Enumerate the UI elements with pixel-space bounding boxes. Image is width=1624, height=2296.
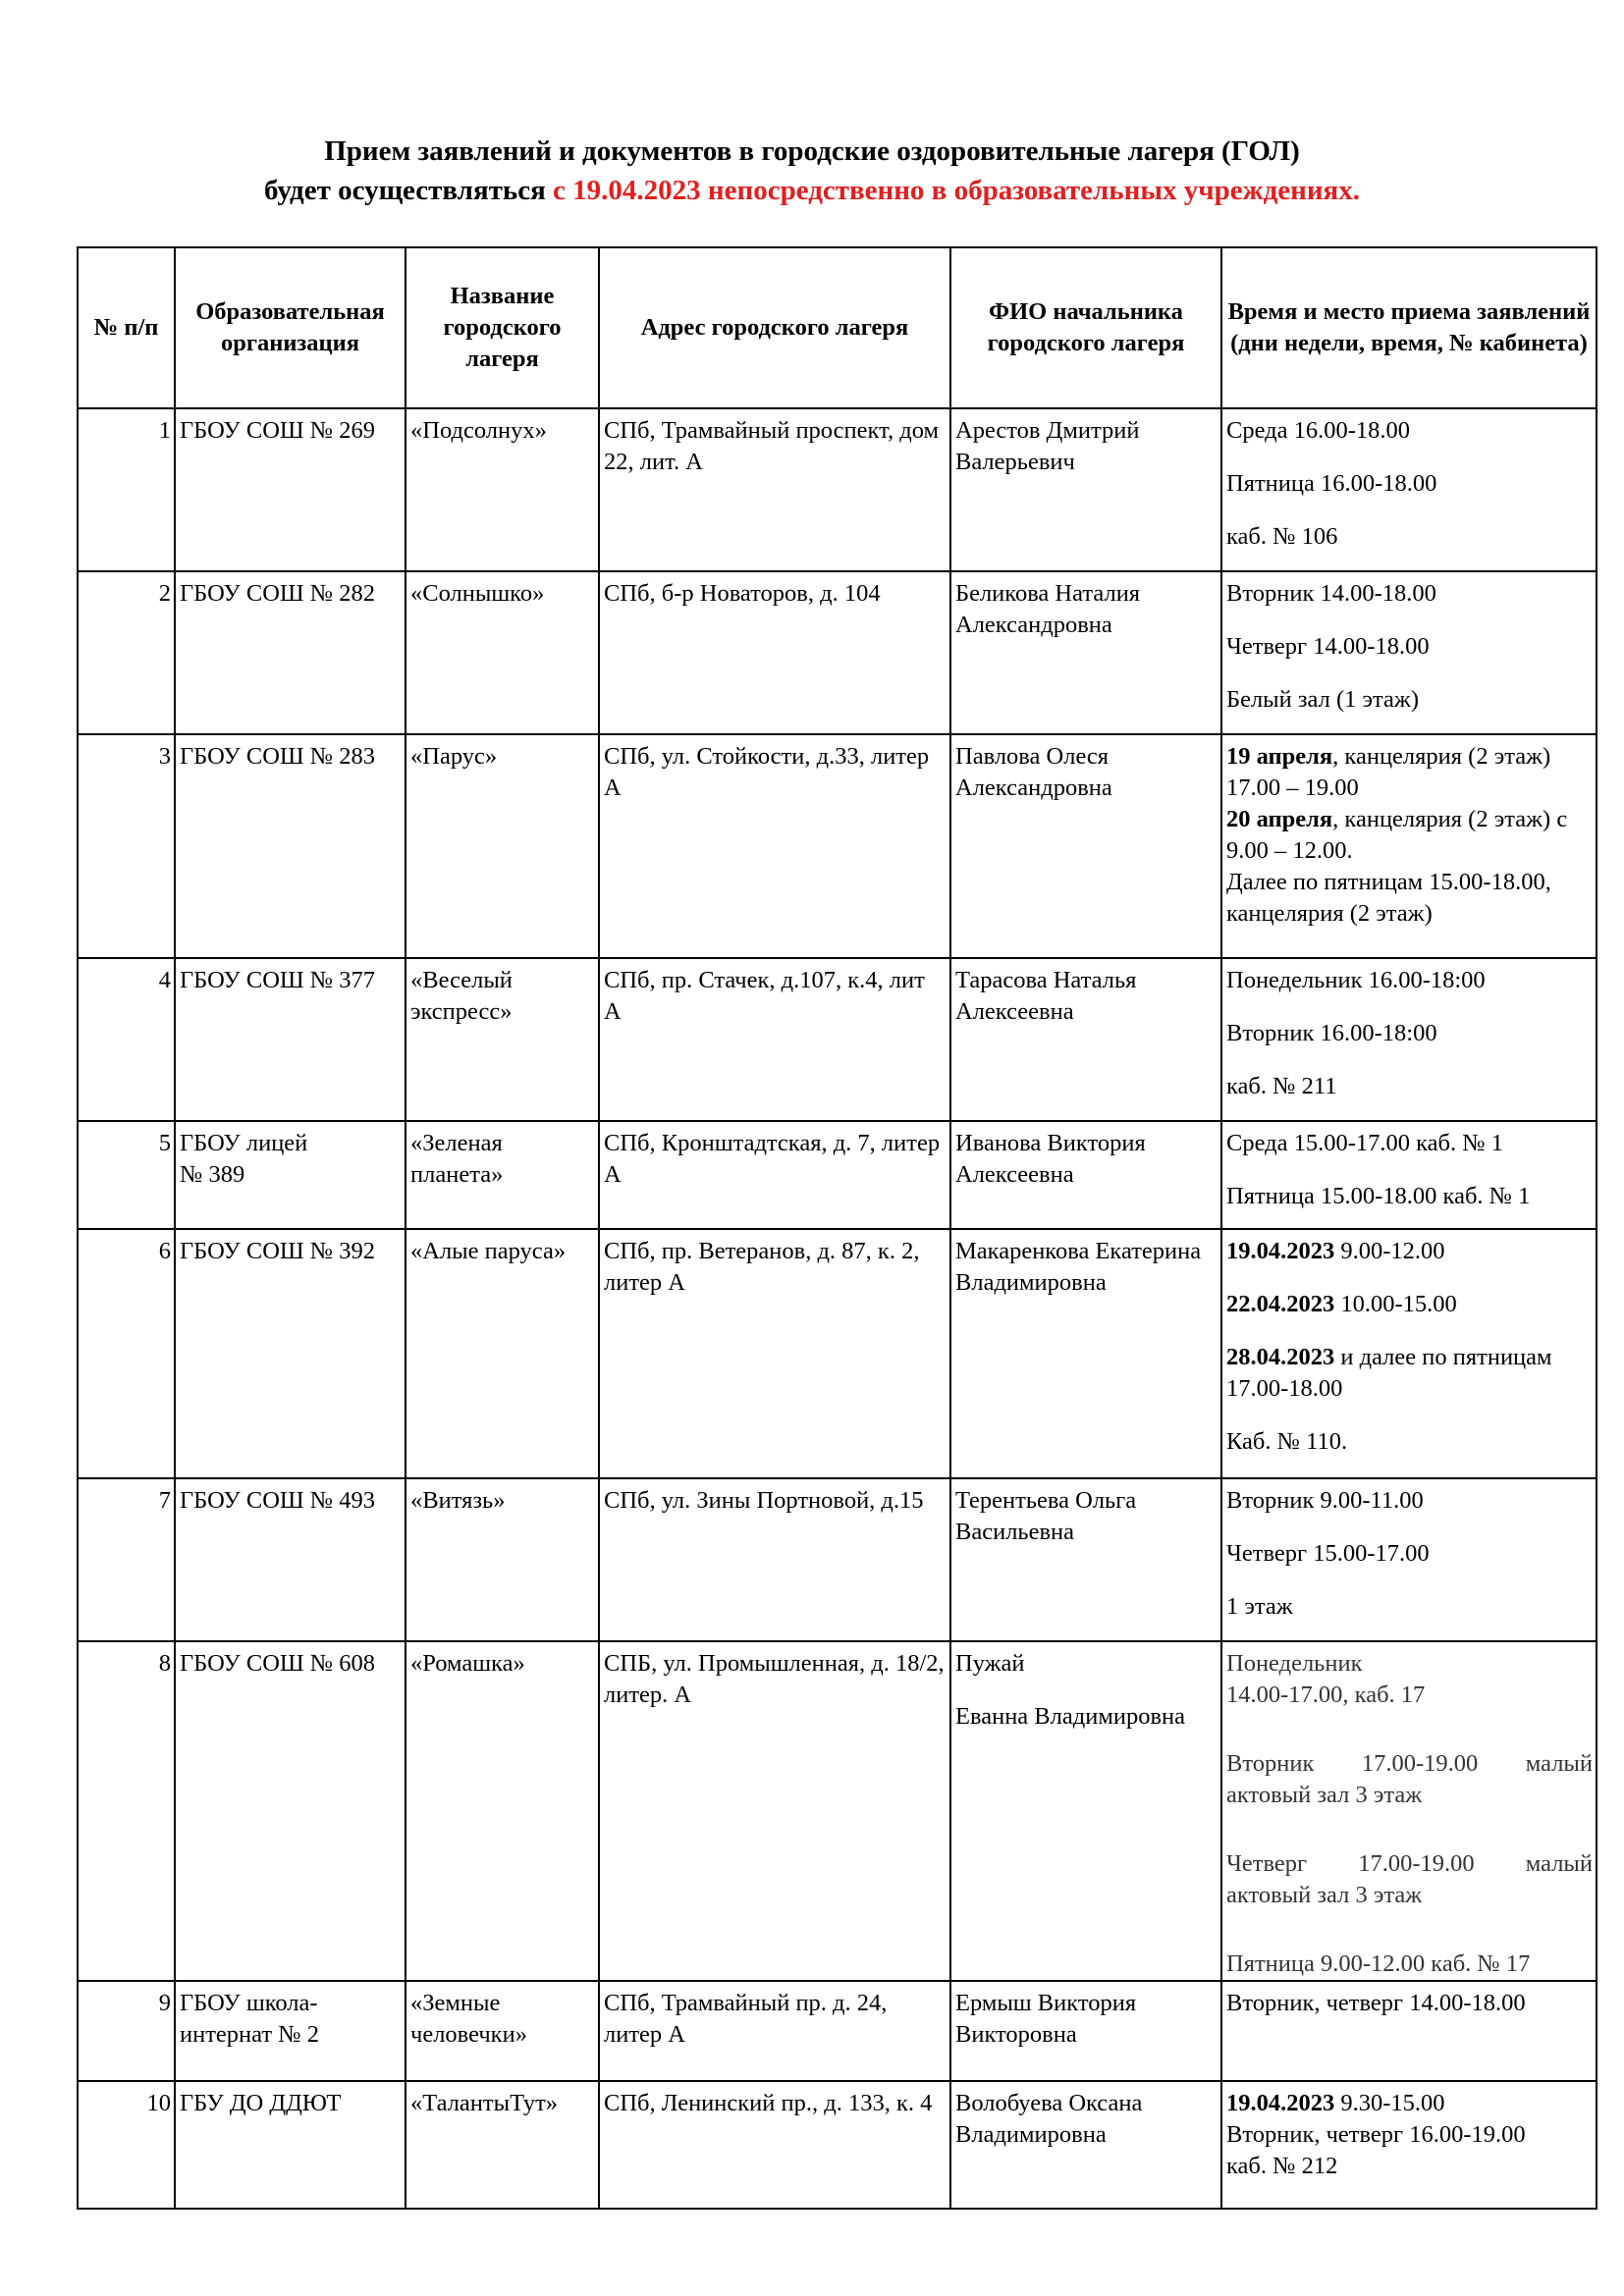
- row-head: Павлова Олеся Александровна: [950, 734, 1221, 958]
- schedule-date: 28.04.2023: [1226, 1344, 1335, 1370]
- heading-line-1: Прием заявлений и документов в городские оздоровительные лагеря (ГОЛ): [324, 135, 1300, 167]
- schedule-thursday: [1226, 1848, 1593, 1911]
- header-address: Адрес городского лагеря: [599, 247, 950, 408]
- header-org: Образовательная организация: [175, 247, 406, 408]
- schedule-entry: [1226, 804, 1593, 867]
- row-schedule: [1221, 1641, 1597, 1981]
- row-org: ГБУ ДО ДДЮТ: [175, 2081, 406, 2209]
- row-schedule: [1221, 2081, 1597, 2209]
- schedule-line: Понедельник 16.00-18:00: [1226, 967, 1486, 993]
- row-schedule: [1221, 1478, 1597, 1641]
- org-line: № 389: [180, 1161, 245, 1188]
- schedule-line: Пятница 9.00-12.00 каб. № 17: [1226, 1950, 1531, 1977]
- schedule-line: Вторник 16.00-18:00: [1226, 1020, 1437, 1046]
- row-camp: «Витязь»: [406, 1478, 599, 1641]
- row-org: ГБОУ СОШ № 377: [175, 958, 406, 1121]
- row-num: 2: [78, 571, 175, 734]
- page-heading: [0, 132, 1624, 210]
- row-num: 5: [78, 1121, 175, 1229]
- table-row: [78, 1121, 1597, 1229]
- row-camp: «ТалантыТут»: [406, 2081, 599, 2209]
- table-row: [78, 1478, 1597, 1641]
- row-camp: «Веселый экспресс»: [406, 958, 599, 1121]
- schedule-line: Каб. № 110.: [1226, 1428, 1348, 1455]
- schedule-line: Четверг 17.00-19.00 малый: [1226, 1850, 1593, 1877]
- schedule-line: каб. № 106: [1226, 523, 1338, 550]
- row-head: Иванова Виктория Алексеевна: [950, 1121, 1221, 1229]
- row-camp: «Подсолнух»: [406, 408, 599, 571]
- row-schedule: [1221, 1981, 1597, 2081]
- row-num: 3: [78, 734, 175, 958]
- schedule-line: Понедельник: [1226, 1650, 1363, 1677]
- schedule-text: 9.00-12.00: [1334, 1238, 1445, 1264]
- row-num: 1: [78, 408, 175, 571]
- row-head: [950, 1641, 1221, 1981]
- schedule-monday: [1226, 1648, 1593, 1711]
- row-address: СПб, пр. Стачек, д.107, к.4, лит А: [599, 958, 950, 1121]
- schedule-line: Вторник 9.00-11.00: [1226, 1487, 1424, 1514]
- schedule-line: Белый зал (1 этаж): [1226, 686, 1419, 713]
- schedule-line: Вторник, четверг 14.00-18.00: [1226, 1990, 1526, 2016]
- row-num: 7: [78, 1478, 175, 1641]
- header-num: № п/п: [78, 247, 175, 408]
- row-address: СПб, Трамвайный проспект, дом 22, лит. А: [599, 408, 950, 571]
- head-line: Пужай: [955, 1650, 1025, 1677]
- camps-table: [77, 246, 1597, 2210]
- row-head: Ермыш Виктория Викторовна: [950, 1981, 1221, 2081]
- row-address: СПб, ул. Стойкости, д.33, литер А: [599, 734, 950, 958]
- row-address: СПб, пр. Ветеранов, д. 87, к. 2, литер А: [599, 1229, 950, 1478]
- schedule-line: Далее по пятницам 15.00-18.00, канцелярия (2 этаж): [1226, 869, 1551, 927]
- schedule-line: актовый зал 3 этаж: [1226, 1882, 1423, 1908]
- table-row: [78, 408, 1597, 571]
- table-row: [78, 1981, 1597, 2081]
- row-org: ГБОУ СОШ № 283: [175, 734, 406, 958]
- schedule-line: Четверг 14.00-18.00: [1226, 633, 1430, 660]
- header-camp: Название городского лагеря: [406, 247, 599, 408]
- schedule-tuesday: [1226, 1748, 1593, 1811]
- row-schedule: [1221, 571, 1597, 734]
- schedule-line: Вторник, четверг 16.00-19.00: [1226, 2121, 1526, 2148]
- table-row: [78, 1229, 1597, 1478]
- schedule-line: Пятница 16.00-18.00: [1226, 470, 1437, 497]
- row-address: СПб, Трамвайный пр. д. 24, литер А: [599, 1981, 950, 2081]
- schedule-date: 19 апреля: [1226, 743, 1333, 770]
- row-schedule: [1221, 734, 1597, 958]
- head-line: Еванна Владимировна: [955, 1703, 1185, 1730]
- schedule-date: 22.04.2023: [1226, 1291, 1335, 1317]
- row-head: Арестов Дмитрий Валерьевич: [950, 408, 1221, 571]
- schedule-date: 19.04.2023: [1226, 2090, 1335, 2116]
- row-head: Тарасова Наталья Алексеевна: [950, 958, 1221, 1121]
- row-schedule: [1221, 1121, 1597, 1229]
- table-row: [78, 734, 1597, 958]
- schedule-text: и далее по пятницам 17.00-18.00: [1226, 1344, 1552, 1402]
- row-org: [175, 1121, 406, 1229]
- row-num: 10: [78, 2081, 175, 2209]
- row-num: 9: [78, 1981, 175, 2081]
- row-org: ГБОУ СОШ № 282: [175, 571, 406, 734]
- schedule-text: , канцелярия (2 этаж) 17.00 – 19.00: [1226, 743, 1551, 801]
- row-camp: «Солнышко»: [406, 571, 599, 734]
- row-camp: «Зеленая планета»: [406, 1121, 599, 1229]
- heading-line-2: [0, 171, 1624, 210]
- org-line: ГБОУ лицей: [180, 1130, 308, 1156]
- row-address: СПб, ул. Зины Портновой, д.15: [599, 1478, 950, 1641]
- schedule-line: Пятница 15.00-18.00 каб. № 1: [1226, 1183, 1531, 1209]
- row-num: 8: [78, 1641, 175, 1981]
- schedule-text: , канцелярия (2 этаж) с 9.00 – 12.00.: [1226, 806, 1568, 864]
- row-camp: «Ромашка»: [406, 1641, 599, 1981]
- heading-date-highlight: с 19.04.2023 непосредственно в образовательных учреждениях.: [553, 175, 1361, 206]
- schedule-line: 1 этаж: [1226, 1593, 1293, 1620]
- header-schedule: Время и место приема заявлений (дни недели, время, № кабинета): [1221, 247, 1597, 408]
- schedule-line: Среда 16.00-18.00: [1226, 417, 1411, 444]
- row-schedule: [1221, 1229, 1597, 1478]
- schedule-line: актовый зал 3 этаж: [1226, 1782, 1423, 1808]
- table-row: [78, 1641, 1597, 1981]
- row-address: СПб, б-р Новаторов, д. 104: [599, 571, 950, 734]
- row-head: Терентьева Ольга Васильевна: [950, 1478, 1221, 1641]
- row-num: 6: [78, 1229, 175, 1478]
- schedule-text: 9.30-15.00: [1334, 2090, 1445, 2116]
- schedule-date: 19.04.2023: [1226, 1238, 1335, 1264]
- row-address: СПб, Кронштадтская, д. 7, литер А: [599, 1121, 950, 1229]
- row-schedule: [1221, 958, 1597, 1121]
- schedule-line: каб. № 212: [1226, 2153, 1338, 2179]
- schedule-line: Среда 15.00-17.00 каб. № 1: [1226, 1130, 1504, 1156]
- schedule-entry: [1226, 2088, 1593, 2119]
- schedule-entry: [1226, 1289, 1593, 1320]
- row-head: Беликова Наталия Александровна: [950, 571, 1221, 734]
- schedule-entry: [1226, 741, 1593, 804]
- schedule-line: Четверг 15.00-17.00: [1226, 1540, 1430, 1567]
- table-row: [78, 958, 1597, 1121]
- table-header-row: [78, 247, 1597, 408]
- table-row: [78, 571, 1597, 734]
- row-org: ГБОУ СОШ № 493: [175, 1478, 406, 1641]
- schedule-line: Вторник 17.00-19.00 малый: [1226, 1750, 1593, 1777]
- row-org: ГБОУ СОШ № 608: [175, 1641, 406, 1981]
- row-camp: «Парус»: [406, 734, 599, 958]
- schedule-line: 14.00-17.00, каб. 17: [1226, 1682, 1426, 1708]
- schedule-entry: [1226, 1342, 1593, 1405]
- schedule-text: 10.00-15.00: [1334, 1291, 1457, 1317]
- row-org: ГБОУ СОШ № 392: [175, 1229, 406, 1478]
- row-org: ГБОУ СОШ № 269: [175, 408, 406, 571]
- heading-line-2-prefix: будет осуществляться: [263, 175, 554, 206]
- row-org: ГБОУ школа-интернат № 2: [175, 1981, 406, 2081]
- row-camp: «Земные человечки»: [406, 1981, 599, 2081]
- schedule-line: Вторник 14.00-18.00: [1226, 580, 1436, 607]
- row-camp: «Алые паруса»: [406, 1229, 599, 1478]
- row-head: Волобуева Оксана Владимировна: [950, 2081, 1221, 2209]
- row-address: СПб, Ленинский пр., д. 133, к. 4: [599, 2081, 950, 2209]
- row-head: Макаренкова Екатерина Владимировна: [950, 1229, 1221, 1478]
- header-head: ФИО начальника городского лагеря: [950, 247, 1221, 408]
- table-row: [78, 2081, 1597, 2209]
- row-schedule: [1221, 408, 1597, 571]
- schedule-date: 20 апреля: [1226, 806, 1333, 832]
- row-address: СПБ, ул. Промышленная, д. 18/2, литер. А: [599, 1641, 950, 1981]
- row-num: 4: [78, 958, 175, 1121]
- schedule-line: каб. № 211: [1226, 1073, 1337, 1099]
- schedule-entry: [1226, 1236, 1593, 1267]
